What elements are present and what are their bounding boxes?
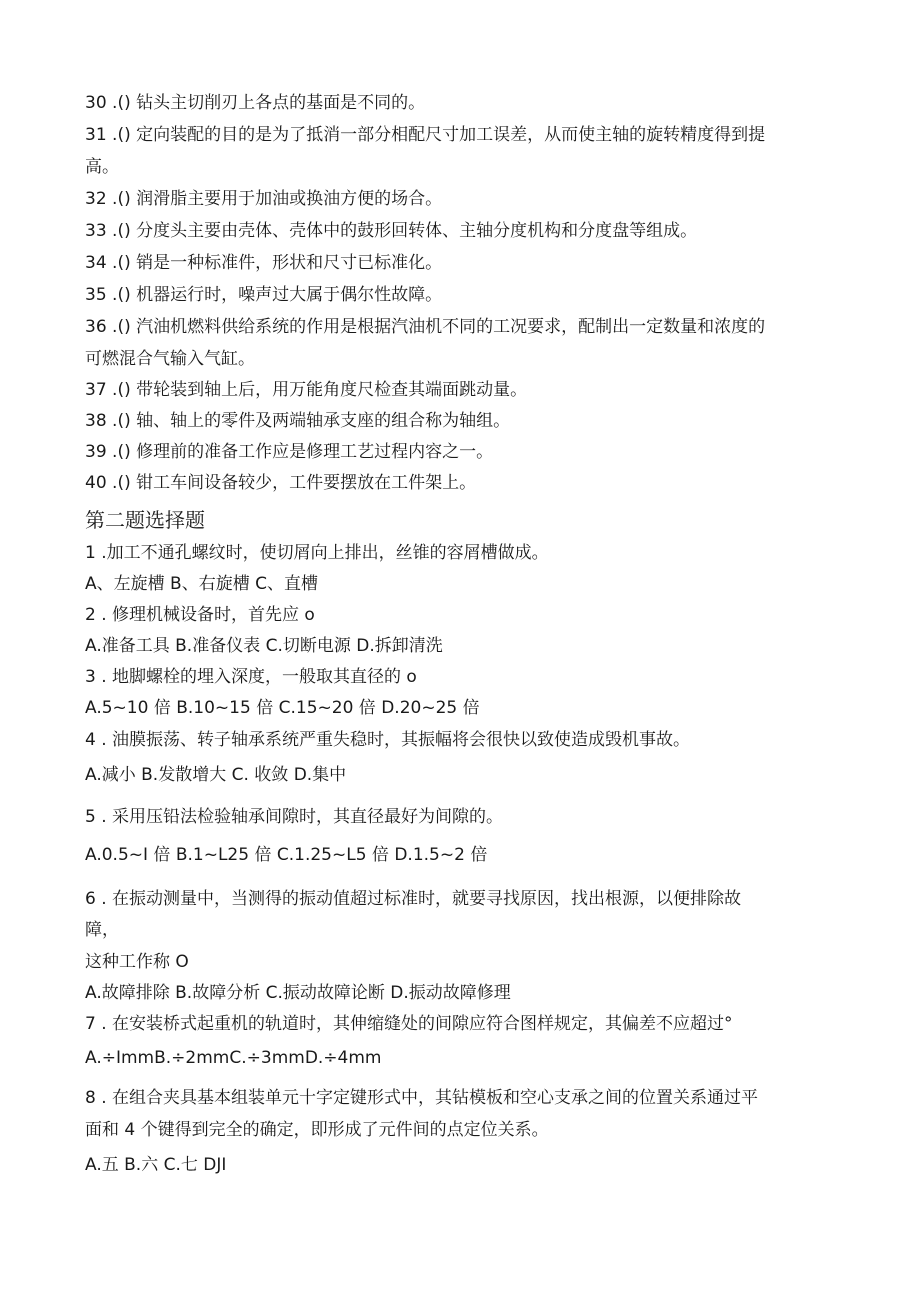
choice-options-2: A.准备工具 B.准备仪表 C.切断电源 D.拆卸清洗 — [85, 636, 443, 656]
choice-question-1: 1 .加工不通孔螺纹时，使切屑向上排出，丝锥的容屑槽做成。 — [85, 543, 549, 563]
question-39: 39 .() 修理前的准备工作应是修理工艺过程内容之一。 — [85, 442, 494, 462]
choice-options-3: A.5~10 倍 B.10~15 倍 C.15~20 倍 D.20~25 倍 — [85, 698, 480, 718]
question-35: 35 .() 机器运行时，噪声过大属于偶尔性故障。 — [85, 285, 443, 305]
question-38: 38 .() 轴、轴上的零件及两端轴承支座的组合称为轴组。 — [85, 411, 511, 431]
choice-question-6: 6 . 在振动测量中，当测得的振动值超过标准时，就要寻找原因，找出根源，以便排除故 — [85, 889, 742, 909]
question-33: 33 .() 分度头主要由壳体、壳体中的鼓形回转体、主轴分度机构和分度盘等组成。 — [85, 221, 698, 241]
section-title: 第二题选择题 — [85, 508, 205, 532]
choice-options-5: A.0.5~I 倍 B.1~L25 倍 C.1.25~L5 倍 D.1.5~2 倍 — [85, 845, 488, 865]
choice-question-3: 3 . 地脚螺栓的埋入深度，一般取其直径的 o — [85, 667, 417, 687]
question-31-continued: 高。 — [85, 157, 119, 177]
choice-question-4: 4 . 油膜振荡、转子轴承系统严重失稳时，其振幅将会很快以致使造成毁机事故。 — [85, 730, 691, 750]
question-37: 37 .() 带轮装到轴上后，用万能角度尺检查其端面跳动量。 — [85, 380, 528, 400]
choice-question-7: 7 . 在安装桥式起重机的轨道时，其伸缩缝处的间隙应符合图样规定，其偏差不应超过° — [85, 1014, 733, 1034]
question-30: 30 .() 钻头主切削刃上各点的基面是不同的。 — [85, 93, 426, 113]
choice-question-8: 8 . 在组合夹具基本组装单元十字定键形式中，其钻模板和空心支承之间的位置关系通过平 — [85, 1088, 759, 1108]
choice-options-1: A、左旋槽 B、右旋槽 C、直槽 — [85, 574, 318, 594]
question-40: 40 .() 钳工车间设备较少，工件要摆放在工件架上。 — [85, 473, 477, 493]
choice-question-5: 5 . 采用压铅法检验轴承间隙时，其直径最好为间隙的。 — [85, 807, 504, 827]
choice-question-6-continued-2: 这种工作称 O — [85, 952, 189, 972]
choice-question-6-continued: 障， — [85, 920, 119, 940]
question-31: 31 .() 定向装配的目的是为了抵消一部分相配尺寸加工误差，从而使主轴的旋转精度得到提 — [85, 125, 766, 145]
question-36-continued: 可燃混合气输入气缸。 — [85, 349, 255, 369]
question-36: 36 .() 汽油机燃料供给系统的作用是根据汽油机不同的工况要求，配制出一定数量和浓度的 — [85, 317, 766, 337]
choice-options-6: A.故障排除 B.故障分析 C.振动故障论断 D.振动故障修理 — [85, 983, 511, 1003]
choice-options-7: A.÷ImmB.÷2mmC.÷3mmD.÷4mm — [85, 1048, 382, 1068]
question-32: 32 .() 润滑脂主要用于加油或换油方便的场合。 — [85, 189, 443, 209]
choice-question-8-continued: 面和 4 个键得到完全的确定，即形成了元件间的点定位关系。 — [85, 1120, 549, 1140]
question-34: 34 .() 销是一种标准件，形状和尺寸已标准化。 — [85, 253, 443, 273]
choice-options-4: A.减小 B.发散增大 C. 收敛 D.集中 — [85, 765, 347, 785]
choice-options-8: A.五 B.六 C.七 DJI — [85, 1155, 227, 1175]
choice-question-2: 2 . 修理机械设备时，首先应 o — [85, 605, 315, 625]
